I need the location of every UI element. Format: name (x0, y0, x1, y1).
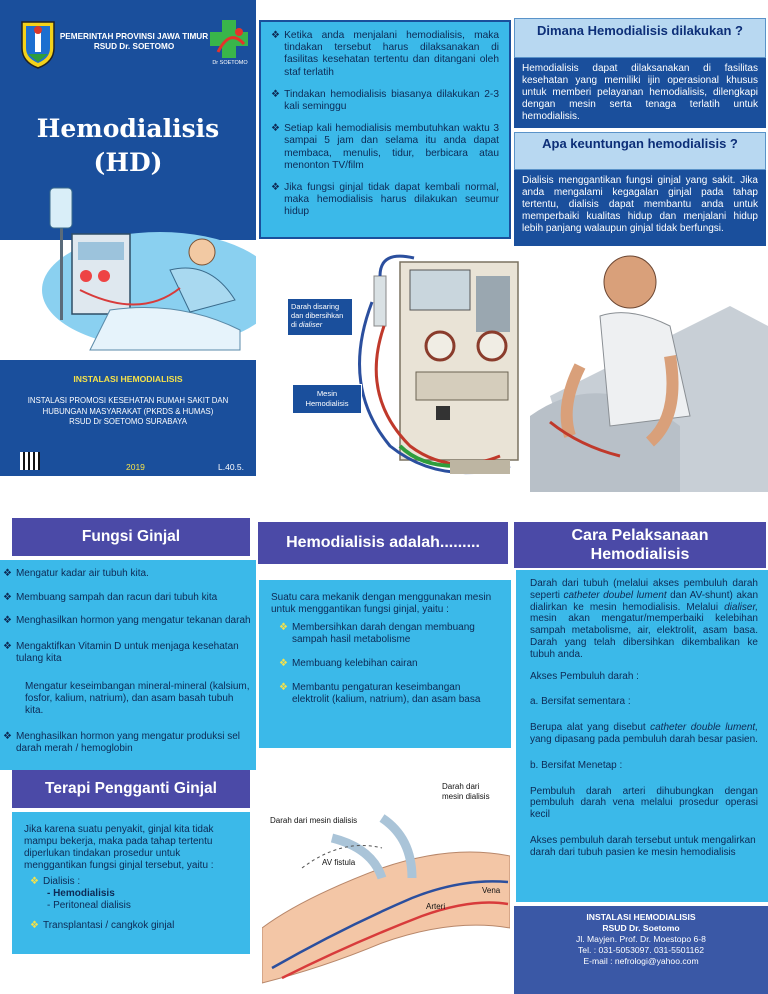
contact-hospital: RSUD Dr. Soetomo (602, 923, 680, 933)
contact-panel (514, 906, 768, 994)
terapi-intro: Jika karena suatu penyakit, ginjal kita tidak mampu bekerja, maka pada tahap tertentu diperlukan tindakan prosedur untuk menggantikan fungsi ginjal tersebut, yaitu : (24, 824, 214, 871)
fungsi-item: Mengatur keseimbangan mineral-mineral (kalsium, fosfor, kalium, natrium), dan asam basah tubuh kita. (25, 681, 250, 716)
cara-title: Cara Pelaksanaan Hemodialisis (514, 522, 766, 568)
intro-panel (259, 20, 511, 239)
cara-paragraph: Darah dari tubuh (melalui akses pembuluh darah seperti catheter doubel lument dan AV-shunt) akan dialirkan ke mesin hemodialisis. Melalui dialiser, mesin akan mengatur/memperbaiki kelebihan sampah metabolisme, air, elektrolit, asam basa. Darah yang telah dibersihkan dikembalikan ke tubuh anda. (530, 578, 759, 660)
adalah-item: ❖ Membantu pengaturan keseimbangan elektrolit (kalium, natrium), dan asam basa (279, 682, 481, 705)
adalah-item: ❖ Membersihkan darah dengan membuang sampah hasil metabolisme (279, 622, 475, 645)
diamond-bullet-icon: ❖ (3, 568, 12, 579)
patient-dialysis-illustration (20, 180, 256, 356)
diamond-bullet-icon: ❖ (279, 682, 288, 693)
dialyzer-label: Darah disaring dan dibersihkan di dialiser (287, 298, 353, 336)
cover-info-panel (0, 360, 256, 476)
where-title: Dimana Hemodialisis dilakukan ? (514, 18, 766, 58)
diamond-bullet-icon: ❖ (271, 30, 281, 41)
intro-item: ❖ Jika fungsi ginjal tidak dapat kembali normal, maka hemodialisis harus dilakukan seumur hidup (271, 182, 499, 218)
machine-label: Mesin Hemodialisis (292, 384, 362, 414)
page-title: Hemodialisis (HD) (36, 114, 220, 177)
arm-label-arteri: Arteri (426, 902, 446, 911)
terapi-transplant: ❖ Transplantasi / cangkok ginjal (30, 920, 175, 931)
dialysis-machine-illustration (260, 246, 522, 482)
fungsi-panel (0, 560, 256, 770)
diamond-bullet-icon: ❖ (3, 731, 12, 742)
cara-panel (516, 570, 768, 902)
cara-b-title: b. Bersifat Menetap : (530, 759, 623, 771)
hospital-logo-icon (208, 18, 252, 72)
av-fistula-illustration (262, 778, 510, 988)
patient-chair-illustration (520, 246, 768, 492)
terapi-dialisis: ❖ Dialisis : - Hemodialisis - Peritoneal dialisis (30, 876, 131, 911)
diamond-bullet-icon: ❖ (279, 658, 288, 669)
contact-address: Jl. Mayjen. Prof. Dr. Moestopo 6-8 (576, 934, 706, 944)
cover-code: L.40.5. (218, 462, 244, 472)
benefit-title: Apa keuntungan hemodialisis ? (514, 132, 766, 170)
cara-a-title: a. Bersifat sementara : (530, 696, 631, 708)
where-text: Hemodialisis dapat dilaksanakan di fasilitas kesehatan yang memiliki ijin operasional khusus untuk memberi pelayanan hemodialisis, dilengkapi dengan mesin serta tenaga terlatih untuk hemodialisis. (514, 58, 766, 128)
diamond-bullet-icon: ❖ (271, 182, 281, 194)
province-logo-icon (18, 18, 58, 70)
diamond-bullet-icon: ❖ (271, 123, 281, 135)
diamond-bullet-icon: ❖ (3, 615, 12, 626)
adalah-item: ❖ Membuang kelebihan cairan (279, 658, 418, 669)
adalah-intro: Suatu cara mekanik dengan menggunakan mesin untuk menggantikan fungsi ginjal, yaitu : (271, 592, 492, 615)
fungsi-item: ❖ Mengatur kadar air tubuh kita. (3, 568, 149, 579)
adalah-title: Hemodialisis adalah......... (258, 522, 508, 564)
diamond-bullet-icon: ❖ (3, 641, 12, 652)
cara-b-text2: Akses pembuluh darah tersebut untuk mengalirkan darah dari tubuh pasien ke mesin hemodialisis (530, 834, 756, 858)
diamond-bullet-icon: ❖ (271, 88, 281, 100)
cara-a-text: Berupa alat yang disebut catheter double lument, yang dipasang pada pembuluh darah besar pasien. (530, 722, 758, 745)
diamond-bullet-icon: ❖ (30, 876, 39, 887)
terapi-title: Terapi Pengganti Ginjal (12, 770, 250, 808)
arm-label-fistula: AV fistula (322, 858, 356, 867)
cara-akses: Akses Pembuluh darah : (530, 670, 639, 682)
diamond-bullet-icon: ❖ (3, 592, 12, 603)
intro-item: ❖ Setiap kali hemodialisis membutuhkan waktu 3 sampai 5 jam dan selama itu anda dapat membaca, menulis, tidur, berbicara atau menonton TV/film (271, 123, 499, 171)
intro-item: ❖ Tindakan hemodialisis biasanya dilakukan 2-3 kali seminggu (271, 88, 499, 113)
diamond-bullet-icon: ❖ (279, 622, 288, 633)
fungsi-item: ❖ Membuang sampah dan racun dari tubuh kita (3, 592, 218, 603)
adalah-panel (259, 580, 511, 748)
cover-institution: INSTALASI PROMOSI KESEHATAN RUMAH SAKIT DAN HUBUNGAN MASYARAKAT (PKRDS & HUMAS) RSUD Dr SOETOMO SURABAYA (27, 396, 229, 426)
arm-label-vena: Vena (482, 886, 501, 895)
hospital-logo-caption: Dr SOETOMO (212, 60, 248, 66)
contact-phone: Tel. : 031-5053097. 031-5501162 (578, 945, 704, 955)
arm-label-from: Darah dari mesin dialisis (270, 816, 358, 825)
fungsi-item: ❖ Mengaktifkan Vitamin D untuk menjaga kesehatan tulang kita (3, 641, 239, 664)
fungsi-item: ❖ Menghasilkan hormon yang mengatur tekanan darah (3, 615, 251, 626)
qr-code-icon (20, 452, 40, 470)
contact-unit: INSTALASI HEMODIALISIS (586, 912, 696, 922)
fungsi-item: ❖ Menghasilkan hormon yang mengatur produksi sel darah merah / hemoglobin (3, 731, 240, 754)
terapi-panel (12, 812, 250, 954)
diamond-bullet-icon: ❖ (30, 920, 39, 931)
intro-item: ❖ Ketika anda menjalani hemodialisis, maka tindakan tersebut harus dilaksanakan di fasilitas kesehatan tertentu dan ditangani oleh staf terlatih (271, 30, 499, 78)
fungsi-title: Fungsi Ginjal (12, 518, 250, 556)
arm-label-to: Darah dari mesin dialisis (442, 782, 490, 801)
benefit-text: Dialisis menggantikan fungsi ginjal yang sakit. Jika anda mengalami kegagalan ginjal pada tahap tertentu, dialisis dapat membantu anda untuk memperbaiki kualitas hidup dan menjalani hidup lebih panjang walaupun ginjal tidak berfungsi. (514, 170, 766, 246)
cover-unit: INSTALASI HEMODIALISIS (73, 374, 183, 384)
cover-year: 2019 (126, 462, 145, 472)
cara-b-text1: Pembuluh darah arteri dihubungkan dengan pembuluh darah vena melalui prosedur operasi kecil (530, 785, 758, 821)
contact-email: E-mail : nefrologi@yahoo.com (583, 956, 699, 966)
header-gov-text: PEMERINTAH PROVINSI JAWA TIMUR RSUD Dr. SOETOMO (59, 32, 209, 51)
